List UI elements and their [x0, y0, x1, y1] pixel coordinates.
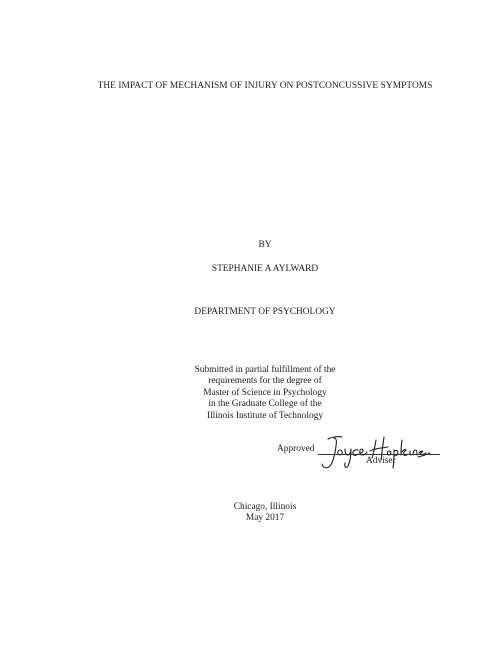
by-label: BY: [258, 240, 272, 250]
submission-line: Illinois Institute of Technology: [206, 410, 324, 421]
submission-line: in the Graduate College of the: [208, 399, 322, 410]
signature-line: [318, 454, 440, 455]
adviser-label: Adviser: [366, 456, 396, 466]
submission-line: Submitted in partial fulfillment of the: [194, 365, 336, 375]
location-date: [0, 502, 500, 525]
approved-label: Approved: [277, 444, 315, 454]
submission-statement: [0, 365, 500, 422]
author-name: STEPHANIE A AYLWARD: [211, 264, 319, 274]
submission-line: Master of Science in Psychology: [203, 387, 327, 398]
submission-line: requirements for the degree of: [208, 376, 322, 387]
city: Chicago, Illinois: [233, 502, 297, 512]
thesis-title: THE IMPACT OF MECHANISM OF INJURY ON POSTCONCUSSIVE SYMPTOMS: [97, 81, 433, 91]
date: May 2017: [245, 513, 285, 524]
department-name: DEPARTMENT OF PSYCHOLOGY: [194, 307, 336, 317]
